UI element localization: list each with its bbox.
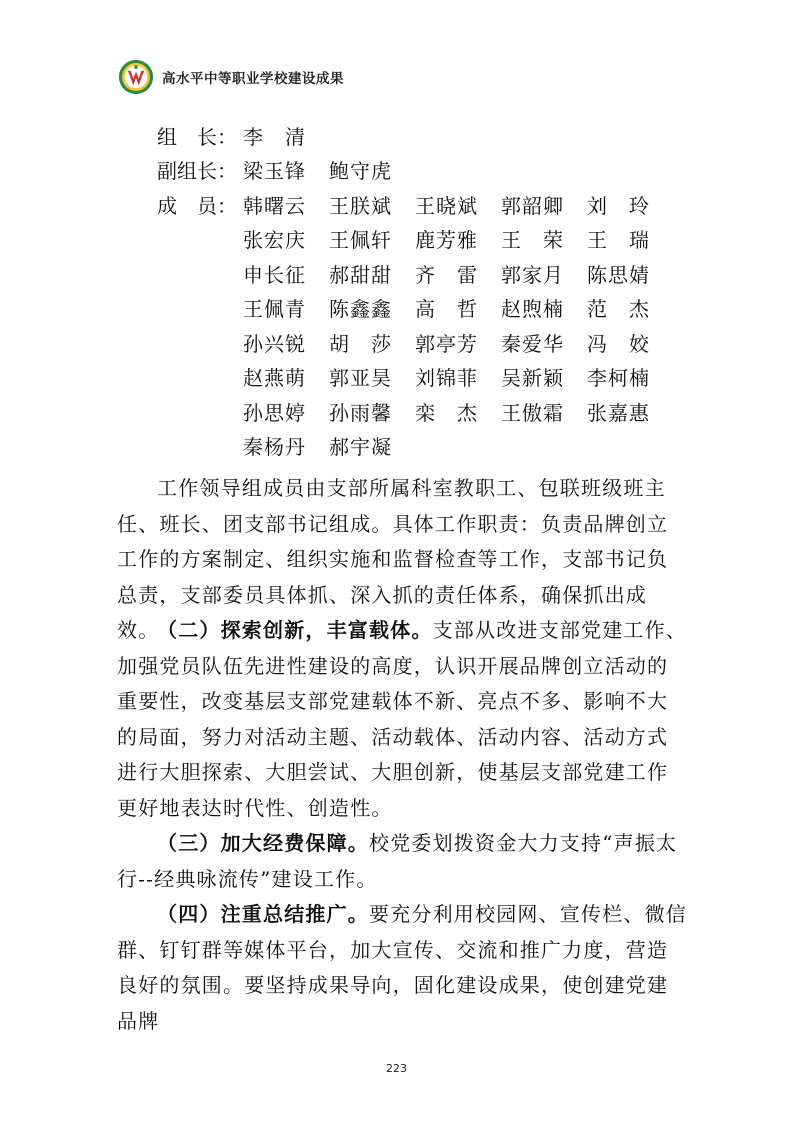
paragraph-lead: （三）加大经费保障。 [157,831,369,855]
member-name: 孙思婷 [243,400,306,425]
roster-row-members [157,222,673,257]
deputy-name: 梁玉锋 [243,159,306,184]
roster-row-members [157,360,673,395]
member-name: 申长征 [243,262,306,287]
member-name: 王 瑞 [587,228,650,253]
member-name: 王佩青 [243,297,306,322]
leadership-roster [157,118,673,463]
paragraph-lead: （二）探索创新，丰富载体。 [157,618,433,642]
member-name: 张嘉惠 [587,400,650,425]
role-label-leader: 组 长： [157,124,237,149]
member-name: 郭家月 [501,262,564,287]
member-name: 郭亚昊 [329,366,392,391]
roster-row-members [157,429,673,464]
header-title: 高水平中等职业学校建设成果 [162,71,344,87]
roster-row-members [157,291,673,326]
member-name: 赵燕萌 [243,366,306,391]
roster-row-members [157,187,673,222]
paragraph-text: 校党委划拨资金大力支持“声振太行--经典咏流传”建设工作。 [117,831,678,891]
member-name: 鹿芳雅 [415,228,478,253]
roster-row-members [157,325,673,360]
roster-row-deputy [157,153,673,188]
member-name: 冯 姣 [587,331,650,356]
member-name: 秦爱华 [501,331,564,356]
member-name: 张宏庆 [243,228,306,253]
roster-row-members [157,256,673,291]
member-name: 范 杰 [587,297,650,322]
member-name: 王 荣 [501,228,564,253]
member-name: 孙兴锐 [243,331,306,356]
roster-row-leader [157,118,673,153]
member-name: 李柯楠 [587,366,650,391]
role-label-members: 成 员： [157,193,237,218]
school-logo [118,59,154,95]
member-name: 王朕斌 [329,193,392,218]
member-name: 吴新颖 [501,366,564,391]
member-name: 郝宇凝 [329,435,392,460]
paragraph-text: 支部从改进支部党建工作、加强党员队伍先进性建设的高度，认识开展品牌创立活动的重要性，改变基层支部党建载体不新、亮点不多、影响不大的局面，努力对活动主题、活动载体、活动内容、活动方式进行大胆探索、大胆尝试、大胆创新，使基层支部党建工作更好地表达时代性、创造性。 [117,618,688,820]
member-name: 王晓斌 [415,193,478,218]
member-name: 孙雨馨 [329,400,392,425]
member-name: 胡 莎 [329,331,392,356]
paragraph-promotion [117,897,687,1039]
page-header [118,58,344,96]
member-name: 高 哲 [415,297,478,322]
member-name: 韩曙云 [243,193,306,218]
member-name: 刘 玲 [587,193,650,218]
deputy-name: 鲍守虎 [329,159,392,184]
paragraph-lead: （四）注重总结推广。 [157,902,369,926]
page-number: 223 [386,1062,407,1075]
member-name: 郭亭芳 [415,331,478,356]
member-name: 栾 杰 [415,400,478,425]
leader-name: 李 清 [243,124,306,149]
member-name: 王傲霜 [501,400,564,425]
member-name: 齐 雷 [415,262,478,287]
paragraph-text: 要充分利用校园网、宣传栏、微信群、钉钉群等媒体平台，加大宣传、交流和推广力度，营造良好的氛围。要坚持成果导向，固化建设成果，使创建党建品牌 [117,902,687,1033]
member-name: 郝甜甜 [329,262,392,287]
paragraph-text: 工作领导组成员由支部所属科室教职工、包联班级班主任、班长、团支部书记组成。具体工作职责：负责品牌创立工作的方案制定、组织实施和监督检查等工作，支部书记负总责，支部委员具体抓、深入抓的责任体系，确保抓出成效。 [117,476,669,642]
member-name: 陈鑫鑫 [329,297,392,322]
paragraph-innovation [117,613,687,826]
role-label-deputy: 副组长： [157,159,237,184]
member-name: 王佩轩 [329,228,392,253]
member-name: 刘锦菲 [415,366,478,391]
roster-row-members [157,394,673,429]
member-name: 赵煦楠 [501,297,564,322]
member-name: 秦杨丹 [243,435,306,460]
paragraph-funding [117,826,687,897]
member-name: 陈思婧 [587,262,650,287]
member-name: 郭韶卿 [501,193,564,218]
